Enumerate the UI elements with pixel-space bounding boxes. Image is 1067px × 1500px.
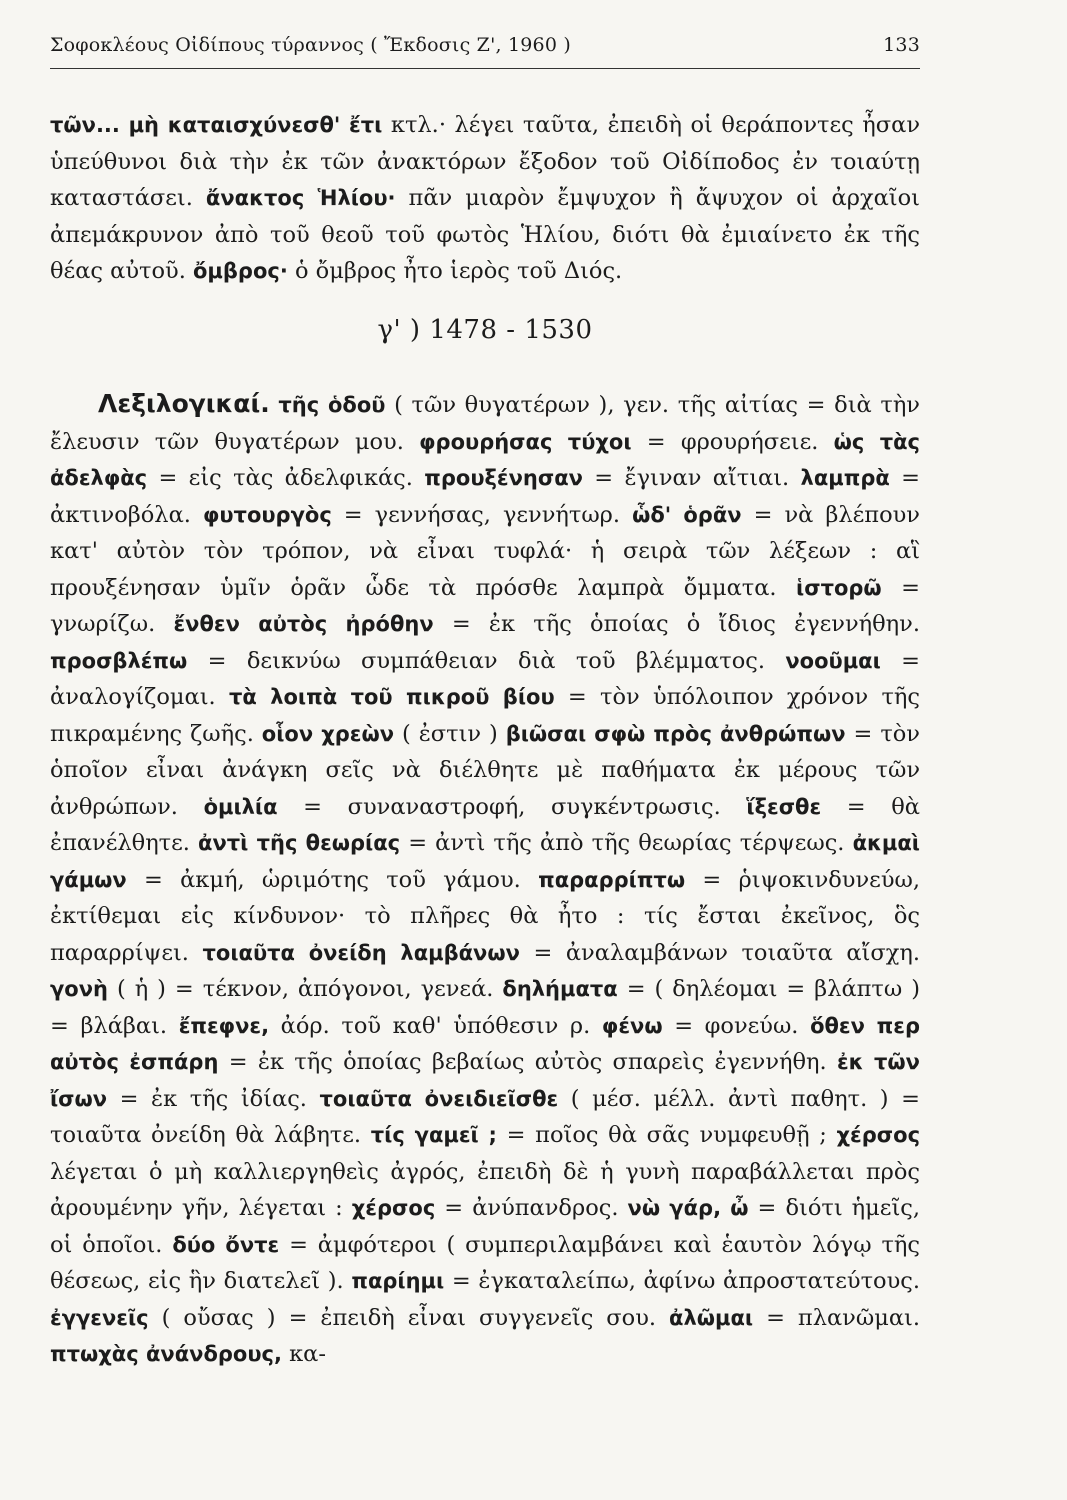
lexicon-gloss: = εἰς τὰς ἀδελφικάς.: [147, 465, 425, 491]
lexicon-lemma: λαμπρὰ: [800, 466, 890, 490]
running-title: Σοφοκλέους Οἰδίπους τύραννος ( Ἔκδοσις Ζ', 1960 ): [50, 34, 571, 56]
lexicon-lemma: ἀντὶ τῆς θεωρίας: [198, 831, 401, 855]
lexicon-lemma: τῆς ὁδοῦ: [278, 393, 386, 417]
lexicon-lemma: δηλήματα: [502, 977, 618, 1001]
lexicon-gloss: = ἀκμή, ὡριμότης τοῦ γάμου.: [126, 866, 539, 893]
commentary-body: [50, 107, 920, 1373]
intro-gloss: ὁ ὄμβρος ἦτο ἱερὸς τοῦ Διός.: [287, 258, 623, 284]
lexicon-gloss: = ἐκ τῆς ἰδίας.: [107, 1085, 320, 1112]
lexicon-gloss: = δεικνύω συμπάθειαν διὰ τοῦ βλέμματος.: [187, 647, 786, 674]
lexicon-lemma: ὅθεν περ αὐτὸς ἐσπάρη: [50, 1013, 920, 1074]
lexicon-gloss: = ἀμφότεροι ( συμπεριλαμβάνει καὶ ἑαυτὸν λόγῳ τῆς θέσεως, εἰς ἣν διατελεῖ ).: [50, 1231, 920, 1294]
lexicon-lemma: ἀκμαὶ γάμων: [50, 831, 920, 892]
running-header: [50, 34, 920, 69]
lexicon-lemma: τοιαῦτα ὀνειδιεῖσθε: [319, 1086, 559, 1111]
lexicon-lemma: τίς γαμεῖ ;: [370, 1123, 497, 1147]
lexicon-gloss: λέγεται ὁ μὴ καλλιεργηθεὶς ἀγρός, ἐπειδὴ δὲ ἡ γυνὴ παραβάλλεται πρὸς ἀρουμένην γῆν, λέγεται :: [50, 1158, 920, 1221]
lexicon-lemma: προυξένησαν: [424, 466, 583, 490]
lexicon-lemma: ὧδ' ὁρᾶν: [632, 502, 742, 527]
lexicon-gloss: ( ἡ ) = τέκνον, ἀπόγονοι, γενεά.: [108, 976, 503, 1002]
lexicon-gloss: ( ἐστιν ): [394, 720, 506, 747]
lexicon-gloss: = ( δηλέομαι = βλάπτω ) = βλάβαι.: [50, 976, 920, 1039]
lexicon-lemma: βιῶσαι σφὼ πρὸς ἀνθρώπων: [505, 721, 846, 746]
lexicon-lemma: φρουρήσας τύχοι: [419, 429, 632, 454]
lexicon-lemma: φένω: [601, 1013, 663, 1038]
lexicon-gloss: = ἐγκαταλείπω, ἀφίνω ἀπροστατεύτους.: [444, 1268, 920, 1294]
intro-lemma: ὄμβρος·: [193, 259, 288, 283]
lexicon-gloss: = ἀναλογίζομαι.: [50, 647, 920, 710]
lexicon-gloss: = τὸν ὁποῖον εἶναι ἀνάγκη σεῖς νὰ διέλθητε μὲ παθήματα ἐκ μέρους τῶν ἀνθρώπων.: [50, 720, 920, 820]
lexicon-gloss: = ἀναλαμβάνων τοιαῦτα αἴσχη.: [519, 939, 921, 966]
lexicon-gloss: = φονεύω.: [662, 1012, 811, 1039]
lexicon-gloss: = ἐκ τῆς ὁποίας βεβαίως αὐτὸς σπαρεὶς ἐγεννήθη.: [218, 1049, 837, 1075]
lexicon-lemma: οἷον χρεὼν: [261, 721, 395, 746]
lexicon-gloss: = ἀκτινοβόλα.: [50, 465, 920, 528]
lexicon-lemma: χέρσος: [351, 1196, 436, 1220]
lexicon-lemma: ὡς τὰς ἀδελφὰς: [50, 429, 920, 490]
lexicon-lemma: τὰ λοιπὰ τοῦ πικροῦ βίου: [228, 685, 555, 709]
lexicon-gloss: = τὸν ὑπόλοιπον χρόνον τῆς πικραμένης ζωῆς.: [50, 684, 921, 747]
lexicon-gloss: = πλανῶμαι.: [753, 1304, 920, 1331]
lexicon-gloss: = θὰ ἐπανέλθητε.: [50, 793, 920, 856]
lexicon-lemma: φυτουργὸς: [202, 502, 332, 527]
lexicon-gloss: = νὰ βλέπουν κατ' αὐτὸν τὸν τρόπον, νὰ εἶναι τυφλά· ἡ σειρὰ τῶν λέξεων : αἳ προυξένησαν ὑμῖν ὁρᾶν ὧδε τὰ πρόσθε λαμπρὰ ὄμματα.: [50, 501, 920, 601]
lexicon-lemma: παρίημι: [351, 1269, 445, 1293]
intro-lemma: τῶν... μὴ καταισχύνεσθ' ἔτι: [50, 113, 383, 137]
intro-gloss: κτλ.· λέγει ταῦτα, ἐπειδὴ οἱ θεράποντες ἦσαν ὑπεύθυνοι διὰ τὴν ἐκ τῶν ἀνακτόρων ἔξοδον τοῦ Οἰδίποδος ἐν τοιαύτῃ καταστάσει.: [50, 112, 920, 211]
lexicon-gloss: = ἔγιναν αἴτιαι.: [582, 465, 801, 491]
lexicon-lemma: χέρσος: [836, 1123, 921, 1147]
lexicon-lemma: πτωχὰς ἀνάνδρους,: [50, 1342, 282, 1366]
lexicon-lemma: ἵξεσθε: [746, 794, 822, 819]
lexicon-lemma: ἱστορῶ: [796, 575, 882, 600]
intro-paragraph: [50, 107, 920, 290]
lexicon-gloss: = γεννήσας, γεννήτωρ.: [331, 501, 633, 528]
lexicon-lemma: νοοῦμαι: [785, 648, 881, 673]
lexicon-gloss: κα-: [281, 1341, 326, 1367]
lexicon-gloss: = συναναστροφή, συγκέντρωσις.: [277, 793, 747, 820]
lexicon-lemma: προσβλέπω: [50, 648, 188, 673]
lexicon-gloss: = ῥιψοκινδυνεύω, ἐκτίθεμαι εἰς κίνδυνον· τὸ πλῆρες θὰ ἦτο : τίς ἔσται ἐκεῖνος, ὃς παραρρίψει.: [50, 866, 920, 966]
lexicon-lemma: ἀλῶμαι: [669, 1305, 754, 1330]
lexicon-paragraph: [50, 386, 920, 1373]
lexicon-gloss: = γνωρίζω.: [50, 574, 920, 637]
lexicon-gloss: ( τῶν θυγατέρων ), γεν. τῆς αἰτίας = διὰ τὴν ἔλευσιν τῶν θυγατέρων μου.: [50, 392, 920, 455]
lexicon-gloss: ἀόρ. τοῦ καθ' ὑπόθεσιν ρ.: [269, 1012, 602, 1039]
lexicon-gloss: ( μέσ. μέλλ. ἀντὶ παθητ. ) = τοιαῦτα ὀνείδη θὰ λάβητε.: [50, 1085, 920, 1148]
intro-lemma: ἄνακτος Ἡλίου·: [205, 186, 396, 210]
book-page: [50, 34, 920, 1373]
lexicon-gloss: = φρουρήσειε.: [631, 428, 834, 455]
lexicon-gloss: = ἐκ τῆς ὁποίας ὁ ἴδιος ἐγεννήθην.: [433, 611, 920, 637]
intro-gloss: πᾶν μιαρὸν ἔμψυχον ἢ ἄψυχον οἱ ἀρχαῖοι ἀπεμάκρυνον ἀπὸ τοῦ θεοῦ τοῦ φωτὸς Ἡλίου, διότι θὰ ἐμιαίνετο ἐκ τῆς θέας αὐτοῦ.: [50, 185, 920, 284]
lexicon-lemma: νὼ γάρ, ὦ: [627, 1196, 749, 1220]
lexicon-gloss: = διότι ἡμεῖς, οἱ ὁποῖοι.: [50, 1195, 921, 1258]
lexicon-gloss: = ἀνύπανδρος.: [435, 1195, 628, 1221]
lexicon-lemma: ὁμιλία: [203, 794, 278, 819]
lexicon-lemma: ἔπεφνε,: [178, 1013, 270, 1038]
lexicon-gloss: = ποῖος θὰ σᾶς νυμφευθῇ ;: [496, 1122, 837, 1148]
lexicon-lemma: γονὴ: [50, 977, 108, 1001]
lexicon-title: Λεξιλογικαί.: [98, 389, 270, 418]
lexicon-lemma: τοιαῦτα ὀνείδη λαμβάνων: [202, 940, 520, 965]
lexicon-gloss: ( οὔσας ) = ἐπειδὴ εἶναι συγγενεῖς σου.: [148, 1304, 670, 1331]
page-number: 133: [883, 34, 920, 56]
lexicon-lemma: παραρρίπτω: [538, 867, 686, 892]
section-heading: γ' ) 1478 - 1530: [377, 314, 593, 345]
lexicon-lemma: ἔνθεν αὐτὸς ἠρόθην: [173, 612, 434, 636]
lexicon-lemma: ἐκ τῶν ἴσων: [50, 1050, 920, 1111]
lexicon-gloss: = ἀντὶ τῆς ἀπὸ τῆς θεωρίας τέρψεως.: [400, 830, 853, 856]
lexicon-lemma: ἐγγενεῖς: [50, 1305, 149, 1330]
lexicon-lemma: δύο ὄντε: [172, 1232, 280, 1257]
